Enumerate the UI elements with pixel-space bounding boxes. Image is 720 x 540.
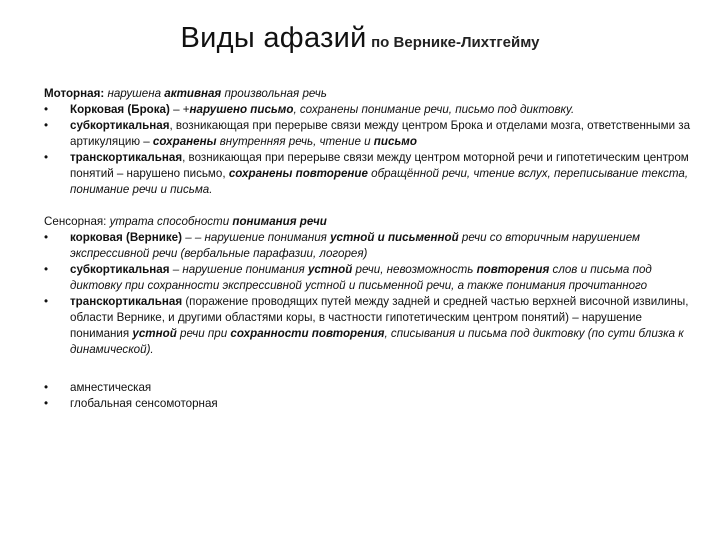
list-item [44,230,694,262]
sensory-section [44,214,694,358]
item-emphasis: сохранности повторения [230,327,385,340]
list-item [44,150,694,198]
sensory-heading-text: утрата способности [106,215,233,228]
motor-heading-text: нарушена [104,87,165,100]
list-item [44,396,694,412]
sensory-heading-emphasis: понимания речи [232,215,327,228]
motor-heading-emphasis: активная [164,87,222,100]
item-term: глобальная сенсомоторная [70,397,218,410]
item-text: внутренняя речь, чтение и [216,135,374,148]
item-text: – нарушение понимания [169,263,308,276]
motor-section [44,86,694,198]
sensory-heading [44,214,694,230]
sensory-heading-label: Сенсорная: [44,215,107,228]
title-main: Виды афазий [180,22,367,54]
motor-heading-text-end: произвольная речь [221,87,327,100]
motor-heading [44,86,694,102]
sensory-list [44,230,694,358]
item-emphasis: сохранены повторение [228,167,368,180]
item-text: речи, невозможность [352,263,477,276]
list-item [44,102,694,118]
item-emphasis: письмо [373,135,417,148]
motor-heading-label: Моторная: [44,87,105,100]
other-list [44,380,694,412]
item-text: , сохранены понимание речи, письмо под диктовку. [293,103,575,116]
item-text: , списывания и письма под диктовку (по сути близка к динамической). [70,327,684,356]
item-text: (поражение проводящих путей между задней и средней частью верхней височной извилины, области Вернике, и другими областями коры, в частности гипотетическим центром понятий) – нарушение понимания [70,295,689,340]
item-text: , возникающая при перерыве связи между центром Брока и отделами мозга, ответственными за артикуляцию – [70,119,691,148]
item-text: речи при [176,327,231,340]
list-item [44,262,694,294]
item-term: транскортикальная [70,295,183,308]
list-item [44,118,694,150]
page-title [0,22,720,55]
motor-list [44,102,694,198]
item-term: Корковая (Брока) [70,103,170,116]
item-text: , возникающая при перерыве связи между центром моторной речи и гипотетическим центром понятий – нарушено письмо, [70,151,689,180]
item-text: – – нарушение понимания [181,231,331,244]
item-emphasis: устной [307,263,353,276]
item-text: – + [169,103,190,116]
list-item [44,380,694,396]
list-item [44,294,694,358]
item-term: субкортикальная [70,119,170,132]
item-emphasis: устной [132,327,177,340]
item-text: слов и письма под диктовку при сохранности экспрессивной устной и письменной речи, а также понимания прочитанного [70,263,652,292]
item-term: субкортикальная [70,263,170,276]
item-emphasis: сохранены [152,135,217,148]
item-emphasis: нарушено письмо [189,103,294,116]
content [44,86,694,412]
item-term: корковая (Вернике) [70,231,182,244]
item-term: транскортикальная [70,151,183,164]
item-text: речи со вторичным нарушением экспрессивной речи (вербальные парафазии, логорея) [70,231,640,260]
title-subtitle: по Вернике-Лихтгейму [371,34,540,51]
item-term: амнестическая [70,381,152,394]
item-emphasis: устной и письменной [330,231,459,244]
item-emphasis: повторения [476,263,550,276]
item-text: обращённой речи, чтение вслух, переписывание текста, понимание речи и письма. [70,167,689,196]
